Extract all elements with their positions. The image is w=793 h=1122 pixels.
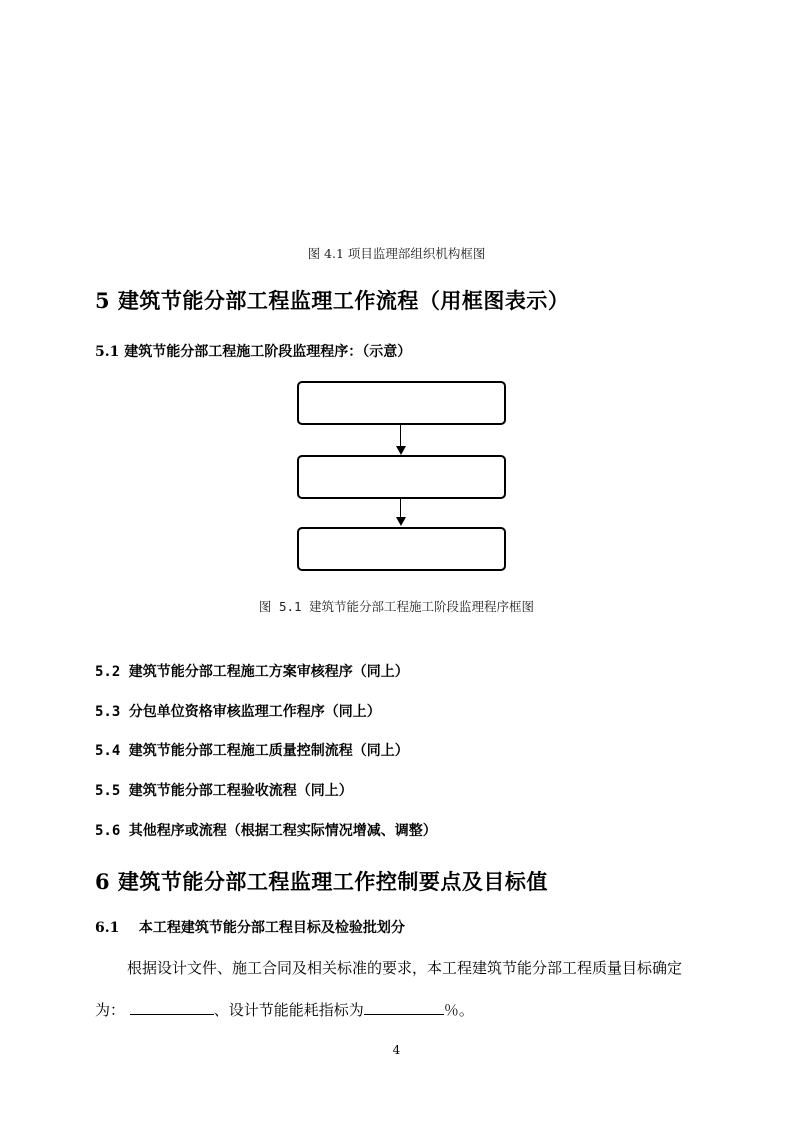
paragraph-line-1: 根据设计文件、施工合同及相关标准的要求，本工程建筑节能分部工程质量目标确定 (127, 959, 683, 977)
paragraph-middle: 、设计节能能耗指标为 (213, 1001, 364, 1019)
section-5-5-heading: 5.5 建筑节能分部工程验收流程（同上） (95, 783, 353, 799)
section-5-3-heading: 5.3 分包单位资格审核监理工作程序（同上） (95, 704, 381, 720)
section-6-1-heading: 6.1 本工程建筑节能分部工程目标及检验批划分 (95, 920, 405, 936)
paragraph-prefix: 为： (95, 1001, 126, 1019)
section-5-2-heading: 5.2 建筑节能分部工程施工方案审核程序（同上） (95, 664, 409, 680)
section-5-1-heading: 5.1 建筑节能分部工程施工阶段监理程序：（示意） (95, 344, 412, 360)
flowchart-box-2 (297, 455, 506, 499)
section-5-4-heading: 5.4 建筑节能分部工程施工质量控制流程（同上） (95, 743, 409, 759)
paragraph-line-2 (95, 998, 474, 1020)
energy-index-blank (364, 998, 444, 1015)
figure-5-1-caption: 图 5.1 建筑节能分部工程施工阶段监理程序框图 (258, 599, 535, 614)
quality-target-blank (130, 998, 214, 1015)
arrow-down-icon (396, 517, 406, 526)
section-6-heading: 6 建筑节能分部工程监理工作控制要点及目标值 (95, 869, 548, 894)
flowchart-connector-2 (400, 499, 401, 517)
arrow-down-icon (396, 446, 406, 455)
page-number: 4 (392, 1043, 401, 1057)
flowchart-box-3 (297, 527, 506, 571)
flowchart-box-1 (297, 381, 506, 425)
flowchart-connector-1 (400, 425, 401, 446)
section-5-heading: 5 建筑节能分部工程监理工作流程（用框图表示） (95, 288, 570, 313)
paragraph-suffix: ％。 (443, 1001, 474, 1019)
figure-4-1-caption: 图 4.1 项目监理部组织机构框图 (307, 246, 486, 261)
section-5-6-heading: 5.6 其他程序或流程（根据工程实际情况增减、调整） (95, 823, 437, 839)
